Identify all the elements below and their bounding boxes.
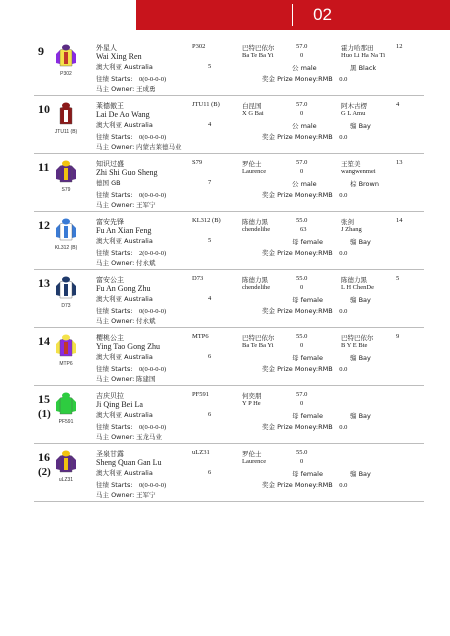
horse-origin: 澳大利亚 Australia xyxy=(96,469,153,477)
horse-name-en: Sheng Quan Gan Lu xyxy=(96,458,162,467)
brand-code: JTU11 (B) xyxy=(192,101,220,108)
horse-owner: 马主 Owner: 内蒙古莱德马业 xyxy=(96,143,182,151)
prize-money: 奖金 Prize Money:RMB 0.0 xyxy=(262,481,348,489)
horse-name-cn: 知识过盛 xyxy=(96,160,124,168)
horse-age: 5 xyxy=(208,63,212,70)
brand-code-label: JTU11 (B) xyxy=(54,129,78,135)
horse-color: 骝 Bay xyxy=(350,412,371,420)
draw: 0 xyxy=(300,342,304,349)
brand-code: D73 xyxy=(192,275,204,282)
draw: 0 xyxy=(300,168,304,175)
rating: 12 xyxy=(396,43,403,50)
trainer-name-cn: 巴特巴依尔 xyxy=(242,44,275,52)
horse-color: 骝 Bay xyxy=(350,296,371,304)
draw: 63 xyxy=(300,226,307,233)
horse-number: 16 (2) xyxy=(38,450,51,478)
brand-code-label: D73 xyxy=(61,303,71,309)
horse-color: 骝 Bay xyxy=(350,122,371,130)
rating: 9 xyxy=(396,333,400,340)
header-bar xyxy=(136,0,450,30)
brand-code: uLZ31 xyxy=(192,449,210,456)
horse-starts: 往绩 Starts: 0(0-0-0-0) xyxy=(96,307,167,315)
horse-starts: 往绩 Starts: 0(0-0-0-0) xyxy=(96,133,167,141)
horse-name-cn: 外星人 xyxy=(96,44,117,52)
horse-owner: 马主 Owner: 王军宁 xyxy=(96,201,156,209)
trainer-name-en: Y P He xyxy=(242,400,261,407)
trainer-name-cn: 何奕朋 xyxy=(242,392,262,400)
horse-age: 4 xyxy=(208,121,212,128)
jockey-name-en: L H ChenDe xyxy=(341,284,374,291)
trainer-name-en: chendelihe xyxy=(242,284,271,291)
gender: 公 male xyxy=(292,180,317,188)
trainer-name-en: X G Bai xyxy=(242,110,264,117)
brand-code-label: PF591 xyxy=(58,419,74,425)
weight: 55.0 xyxy=(296,449,308,456)
horse-name-en: Ying Tao Gong Zhu xyxy=(96,342,160,351)
prize-money: 奖金 Prize Money:RMB 0.0 xyxy=(262,249,348,257)
jockey-name-en: B Y E Bte xyxy=(341,342,368,349)
horse-name-cn: 富安公主 xyxy=(96,276,124,284)
trainer-name-en: chendelihe xyxy=(242,226,271,233)
jockey-silk-icon xyxy=(55,44,77,68)
prize-money: 奖金 Prize Money:RMB 0.0 xyxy=(262,75,348,83)
horse-name-cn: 樱桃公主 xyxy=(96,334,124,342)
horse-entry xyxy=(34,212,424,270)
jockey-name-cn: 阿木古楞 xyxy=(341,102,367,110)
trainer-name-en: Laurence xyxy=(242,168,267,175)
prize-money: 奖金 Prize Money:RMB 0.0 xyxy=(262,133,348,141)
horse-entry xyxy=(34,96,424,154)
trainer-name-en: Ba Te Ba Yi xyxy=(242,342,274,349)
horse-owner: 马主 Owner: 付永斌 xyxy=(96,317,156,325)
horse-entry xyxy=(34,154,424,212)
weight: 57.0 xyxy=(296,43,308,50)
horse-starts: 往绩 Starts: 0(0-0-0-0) xyxy=(96,75,167,83)
draw: 0 xyxy=(300,458,304,465)
horse-age: 6 xyxy=(208,353,212,360)
horse-name-cn: 莱德傲王 xyxy=(96,102,124,110)
horse-age: 4 xyxy=(208,295,212,302)
horse-name-en: Lai De Ao Wang xyxy=(96,110,150,119)
weight: 57.0 xyxy=(296,159,308,166)
brand-code: KL312 (B) xyxy=(192,217,221,224)
brand-code: MTP6 xyxy=(192,333,209,340)
horse-starts: 往绩 Starts: 0(0-0-0-0) xyxy=(96,481,167,489)
jockey-name-cn: 陈德力黑 xyxy=(341,276,367,284)
horse-color: 骝 Bay xyxy=(350,354,371,362)
horse-starts: 往绩 Starts: 0(0-0-0-0) xyxy=(96,191,167,199)
horse-starts: 往绩 Starts: 0(0-0-0-0) xyxy=(96,365,167,373)
jockey-silk-icon xyxy=(55,276,77,300)
brand-code: P302 xyxy=(192,43,206,50)
brand-code-label: KL312 (B) xyxy=(54,245,78,251)
rating: 4 xyxy=(396,101,400,108)
draw: 0 xyxy=(300,400,304,407)
jockey-silk-icon xyxy=(55,450,77,474)
horse-number: 9 xyxy=(38,44,44,58)
horse-starts: 往绩 Starts: 2(0-0-0-0) xyxy=(96,249,167,257)
draw: 0 xyxy=(300,52,304,59)
trainer-name-cn: 罗伦士 xyxy=(242,450,262,458)
jockey-name-en: G L Amu xyxy=(341,110,366,117)
horse-owner: 马主 Owner: 付永斌 xyxy=(96,259,156,267)
horse-origin: 澳大利亚 Australia xyxy=(96,411,153,419)
weight: 57.0 xyxy=(296,391,308,398)
jockey-silk-icon xyxy=(55,160,77,184)
jockey-name-cn: 张剑 xyxy=(341,218,354,226)
horse-origin: 德国 GB xyxy=(96,179,121,187)
gender: 母 female xyxy=(292,412,323,420)
prize-money: 奖金 Prize Money:RMB 0.0 xyxy=(262,191,348,199)
trainer-name-cn: 罗伦士 xyxy=(242,160,262,168)
horse-number: 12 xyxy=(38,218,50,232)
brand-code: PF591 xyxy=(192,391,209,398)
horse-age: 5 xyxy=(208,237,212,244)
jockey-name-en: J Zhang xyxy=(341,226,362,233)
horse-name-en: Ji Qing Bei La xyxy=(96,400,143,409)
horse-entry xyxy=(34,328,424,386)
horse-name-en: Fu An Gong Zhu xyxy=(96,284,151,293)
horse-origin: 澳大利亚 Australia xyxy=(96,353,153,361)
jockey-silk-icon xyxy=(55,218,77,242)
jockey-silk-icon xyxy=(55,334,77,358)
horse-number: 13 xyxy=(38,276,50,290)
horse-age: 6 xyxy=(208,469,212,476)
gender: 母 female xyxy=(292,470,323,478)
gender: 母 female xyxy=(292,296,323,304)
horse-name-cn: 圣泉甘露 xyxy=(96,450,124,458)
draw: 0 xyxy=(300,110,304,117)
horse-number: 10 xyxy=(38,102,50,116)
horse-entry xyxy=(34,270,424,328)
jockey-name-en: Huo Li Ha Na Ti xyxy=(341,52,386,59)
trainer-name-cn: 陈德力黑 xyxy=(242,218,268,226)
gender: 母 female xyxy=(292,354,323,362)
horse-number: 15 (1) xyxy=(38,392,51,420)
horse-owner: 马主 Owner: 王军宁 xyxy=(96,491,156,499)
jockey-name-cn: 王笙美 xyxy=(341,160,361,168)
horse-entry xyxy=(34,38,424,96)
weight: 55.0 xyxy=(296,333,308,340)
horse-color: 骝 Bay xyxy=(350,238,371,246)
horse-starts: 往绩 Starts: 0(0-0-0-0) xyxy=(96,423,167,431)
trainer-name-en: Laurence xyxy=(242,458,267,465)
rating: 5 xyxy=(396,275,400,282)
page-number: 02 xyxy=(292,4,332,26)
draw: 0 xyxy=(300,284,304,291)
prize-money: 奖金 Prize Money:RMB 0.0 xyxy=(262,307,348,315)
weight: 55.0 xyxy=(296,275,308,282)
trainer-name-en: Ba Te Ba Yi xyxy=(242,52,274,59)
horse-name-en: Zhi Shi Guo Sheng xyxy=(96,168,158,177)
trainer-name-cn: 巴特巴依尔 xyxy=(242,334,275,342)
horse-name-cn: 富安先锋 xyxy=(96,218,124,226)
brand-code-label: P302 xyxy=(60,71,72,77)
gender: 母 female xyxy=(292,238,323,246)
jockey-silk-icon xyxy=(55,392,77,416)
horse-origin: 澳大利亚 Australia xyxy=(96,121,153,129)
prize-money: 奖金 Prize Money:RMB 0.0 xyxy=(262,423,348,431)
horse-color: 骝 Bay xyxy=(350,470,371,478)
horse-color: 黑 Black xyxy=(350,64,377,72)
horse-owner: 马主 Owner: 王成勇 xyxy=(96,85,156,93)
horse-number: 11 xyxy=(38,160,50,174)
brand-code-label: MTP6 xyxy=(59,361,73,367)
horse-owner: 马主 Owner: 玉龙马业 xyxy=(96,433,162,441)
horse-number: 14 xyxy=(38,334,50,348)
horse-origin: 澳大利亚 Australia xyxy=(96,63,153,71)
horse-entry xyxy=(34,444,424,502)
prize-money: 奖金 Prize Money:RMB 0.0 xyxy=(262,365,348,373)
horse-owner: 马主 Owner: 陈建国 xyxy=(96,375,156,383)
horse-color: 棕 Brown xyxy=(350,180,379,188)
gender: 公 male xyxy=(292,122,317,130)
jockey-name-cn: 巴特巴依尔 xyxy=(341,334,374,342)
gender: 公 male xyxy=(292,64,317,72)
horse-name-cn: 吉庆贝拉 xyxy=(96,392,124,400)
weight: 57.0 xyxy=(296,101,308,108)
brand-code-label: S79 xyxy=(61,187,71,193)
horse-name-en: Wai Xing Ren xyxy=(96,52,142,61)
race-card-list xyxy=(34,38,424,502)
trainer-name-cn: 陈德力黑 xyxy=(242,276,268,284)
trainer-name-cn: 白昆国 xyxy=(242,102,262,110)
horse-age: 6 xyxy=(208,411,212,418)
jockey-name-en: wangwenmei xyxy=(341,168,376,175)
horse-origin: 澳大利亚 Australia xyxy=(96,237,153,245)
brand-code-label: uLZ31 xyxy=(58,477,74,483)
rating: 14 xyxy=(396,217,403,224)
horse-name-en: Fu An Xian Feng xyxy=(96,226,152,235)
rating: 13 xyxy=(396,159,403,166)
horse-age: 7 xyxy=(208,179,212,186)
brand-code: S79 xyxy=(192,159,203,166)
horse-origin: 澳大利亚 Australia xyxy=(96,295,153,303)
jockey-name-cn: 霍力哈那田 xyxy=(341,44,374,52)
weight: 55.0 xyxy=(296,217,308,224)
horse-entry xyxy=(34,386,424,444)
jockey-silk-icon xyxy=(55,102,77,126)
